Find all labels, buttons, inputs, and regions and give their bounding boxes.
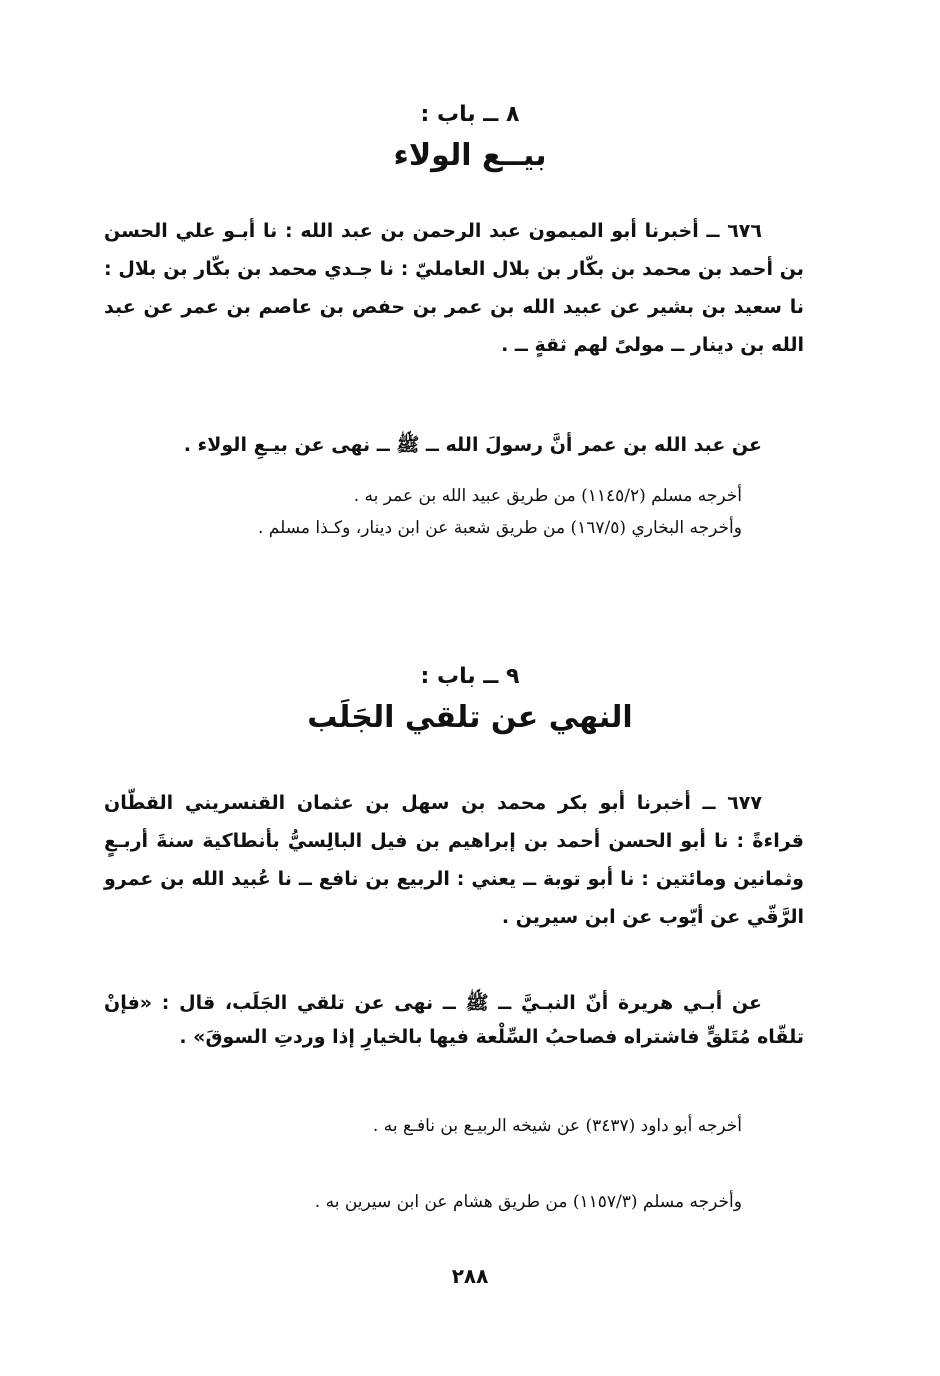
page-number: ٢٨٨ (451, 1264, 489, 1288)
matn-paragraph: عن عبد الله بن عمر أنَّ رسولَ الله ــ ﷺ ــ نهى عن بيـعِ الولاء . (183, 434, 762, 456)
takhrij-line: وأخرجه مسلم (١١٥٧/٣) من طريق هشام عن ابن سيرين به . (314, 1192, 742, 1212)
takhrij-line: أخرجه أبو داود (٣٤٣٧) عن شيخه الربيـع بن نافـع به . (372, 1116, 742, 1136)
matn-paragraph: عن أبـي هريرة أنّ النبـيَّ ــ ﷺ ــ نهى عن تلقي الجَلَب، قال : «فإنْ تلقّاه مُتَلقٍّ فاشتراه فصاحبُ السِّلْعة فيها بالخيارِ إذا وردتِ السوقَ» . (104, 992, 804, 1048)
takhrij-line: أخرجه مسلم (١١٤٥/٢) من طريق عبيد الله بن عمر به . (353, 486, 742, 506)
hadith-677-takhrij-1 (104, 1110, 804, 1142)
chapter-title: بيــع الولاء (393, 138, 547, 173)
chapter-number: ٨ ــ باب : (420, 102, 520, 127)
hadith-676-isnad (104, 212, 804, 364)
chapter-number: ٩ ــ باب : (420, 664, 520, 689)
isnad-paragraph: ٦٧٦ ــ أخبرنا أبو الميمون عبد الرحمن بن عبد الله : نا أبـو علي الحسن بن أحمد بن محمد بن بكّار بن بلال العامليّ : نا جـدي محمد بن بكّار بن بلال : نا سعيد بن بشير عن عبيد الله بن عمر بن حفص بن عاصم بن عمر عن عبد الله بن دينار ــ مولىً لهم ثقةٍ ــ . (104, 220, 804, 356)
chapter-heading-8 (0, 100, 940, 178)
chapter-title: النهي عن تلقي الجَلَب (307, 700, 633, 735)
takhrij-line: وأخرجه البخاري (١٦٧/٥) من طريق شعبة عن ابن دينار، وكـذا مسلم . (257, 518, 742, 538)
hadith-677-isnad (104, 784, 804, 936)
chapter-heading-9 (0, 662, 940, 740)
hadith-676-matn (104, 428, 804, 462)
isnad-paragraph: ٦٧٧ ــ أخبرنا أبو بكر محمد بن سهل بن عثمان القنسريني القطّان قراءةً : نا أبو الحسن أحمد بن إبراهيم بن فيل البالِسيُّ بأنطاكية سنةَ أربـعٍ وثمانين ومائتين : نا أبو توبة ــ يعني : الربيع بن نافع ــ نا عُبيد الله بن عمرو الرَّقّي عن أيّوب عن ابن سيرين . (104, 792, 804, 928)
hadith-676-takhrij (104, 480, 804, 544)
hadith-677-matn (104, 986, 804, 1054)
hadith-677-takhrij-2 (104, 1186, 804, 1218)
